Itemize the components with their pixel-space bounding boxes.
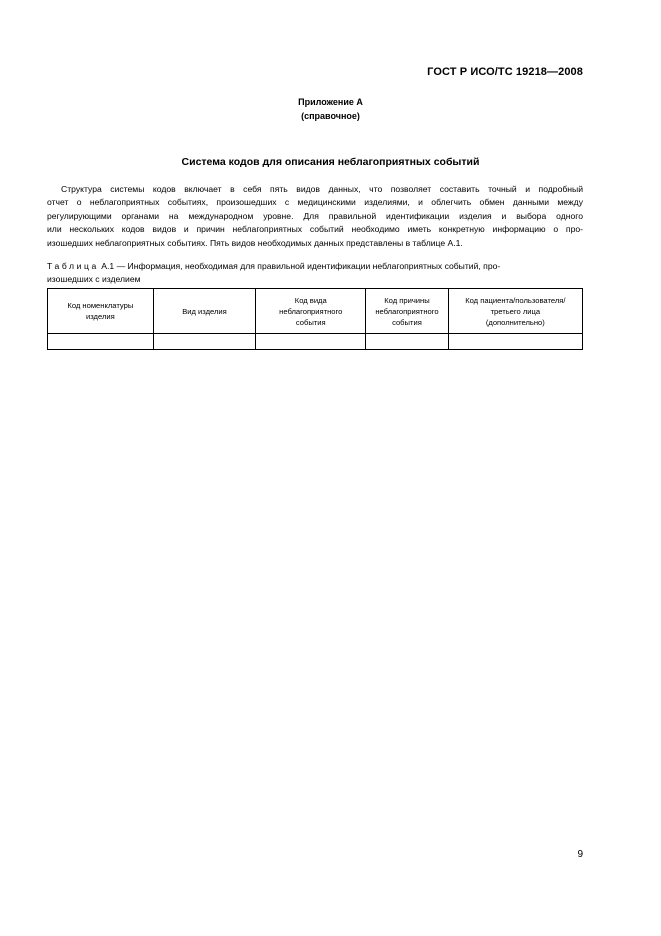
table-row <box>48 334 583 350</box>
header-line: третьего лица <box>490 306 541 316</box>
table-caption-text: А.1 — Информация, необходимая для правильной идентификации неблагоприятных событий, про- <box>98 261 501 271</box>
table-cell <box>448 334 582 350</box>
header-line: события <box>392 317 422 327</box>
table-caption <box>47 260 583 287</box>
header-nomenclature-code <box>48 289 154 334</box>
page-number: 9 <box>577 849 583 860</box>
header-line: (дополнительно) <box>485 317 545 327</box>
annex-title: Система кодов для описания неблагоприятных событий <box>181 156 480 168</box>
header-line: Код вида <box>294 295 327 305</box>
header-line: Код причины <box>384 295 430 305</box>
header-line: Вид изделия <box>182 306 227 316</box>
paragraph-line: Структура системы кодов включает в себя пять видов данных, что позволяет составить точный и подробный <box>61 184 583 194</box>
header-device-type <box>153 289 256 334</box>
paragraph-line: или нескольких кодов видов и причин неблагоприятных событий необходимо иметь конкретную информацию о про- <box>47 224 583 235</box>
header-line: изделия <box>85 312 115 321</box>
table-cell <box>366 334 448 350</box>
header-line: неблагоприятного <box>279 306 343 316</box>
paragraph-line: отчет о неблагоприятных событиях, произошедших с медицинскими изделиями, и облегчить обмен данными между <box>47 197 583 208</box>
table-caption-continuation: изошедших с изделием <box>47 274 141 285</box>
annex-heading <box>0 95 661 123</box>
annex-status: (справочное) <box>301 111 360 121</box>
body-paragraph <box>47 183 583 250</box>
table-cell <box>153 334 256 350</box>
header-patient-user-code <box>448 289 582 334</box>
header-line: события <box>295 317 326 327</box>
paragraph-line: регулирующими органами на международном уровне. Для правильной идентификации изделия и выбора одного <box>47 210 583 221</box>
header-line: неблагоприятного <box>375 306 439 316</box>
header-line: Код пациента/пользователя/ <box>465 295 566 305</box>
table-cell <box>256 334 366 350</box>
table-caption-label: Таблица <box>47 261 99 271</box>
header-line: Код номенклатуры <box>67 301 134 310</box>
header-event-cause-code <box>366 289 448 334</box>
table-cell <box>48 334 154 350</box>
document-id: ГОСТ Р ИСО/ТС 19218—2008 <box>427 66 583 78</box>
annex-label: Приложение А <box>298 97 363 107</box>
table-header-row <box>48 289 583 334</box>
header-event-type-code <box>256 289 366 334</box>
paragraph-line: изошедших неблагоприятных событиях. Пять видов необходимых данных представлены в таблице А.1. <box>47 237 463 248</box>
adverse-event-info-table <box>47 288 583 350</box>
